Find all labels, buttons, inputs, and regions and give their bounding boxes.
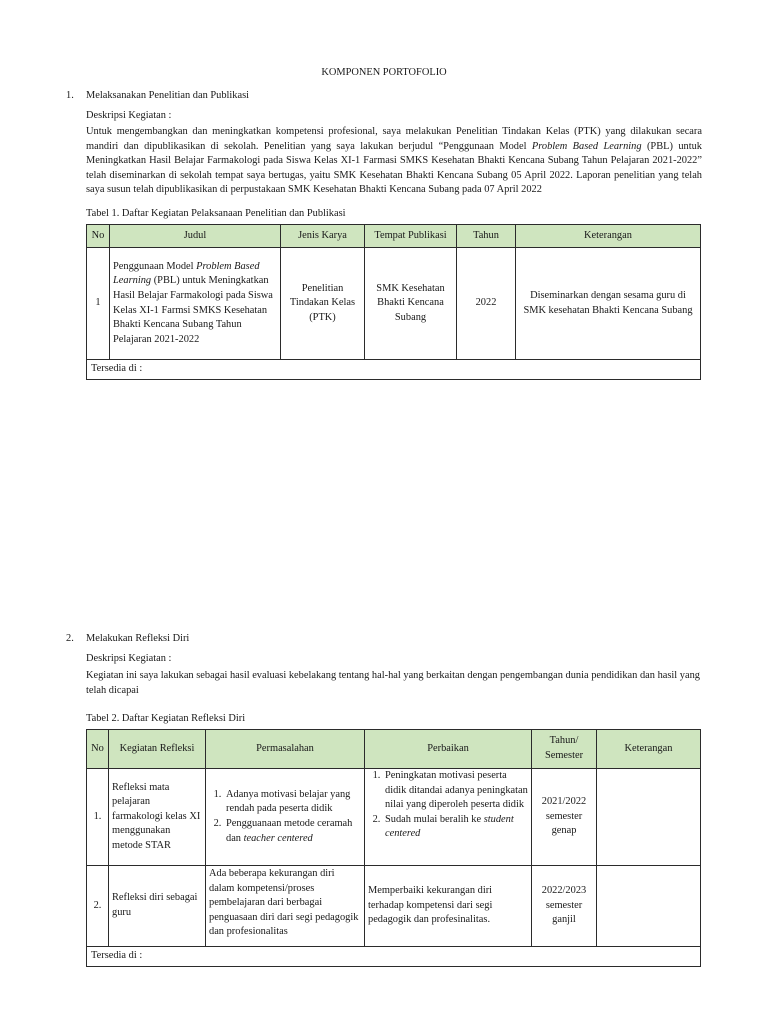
list-item: 1. Adanya motivasi belajar yang rendah pada peserta didik	[224, 788, 362, 817]
header-keterangan: Keterangan	[516, 225, 701, 248]
table-1-header-row	[87, 225, 701, 248]
section-2-title: Melakukan Refleksi Diri	[86, 633, 190, 644]
page-title: KOMPONEN PORTOFOLIO	[321, 67, 447, 78]
table-1-caption: Tabel 1. Daftar Kegiatan Pelaksanaan Penelitian dan Publikasi	[86, 208, 346, 219]
cell-permasalahan	[206, 769, 365, 866]
section-1-title: Melaksanakan Penelitian dan Publikasi	[86, 90, 250, 101]
list-item	[383, 813, 529, 842]
table-row	[87, 866, 701, 947]
section-2-paragraph: Kegiatan ini saya lakukan sebagai hasil evaluasi kebelakang tentang hal-hal yang berkaitan dengan pengembangan dunia pendidikan dan hasil yang telah dicapai	[86, 670, 700, 696]
header-permasalahan: Permasalahan	[206, 730, 365, 769]
section-2-description-label: Deskripsi Kegiatan :	[86, 653, 172, 664]
header-kegiatan-refleksi: Kegiatan Refleksi	[109, 730, 206, 769]
table-2-caption: Tabel 2. Daftar Kegiatan Refleksi Diri	[86, 713, 246, 724]
paragraph-text-1: Untuk mengembangkan dan meningkatkan kompetensi profesional, saya melakukan Penelitian Tindakan Kelas (PTK) yang dilakukan secara mandiri dan dipublikasikan di sekolah. Penelitian yang saya lakukan berjudul “Penggunaan Model	[86, 126, 702, 152]
cell-perbaikan	[365, 769, 532, 866]
header-no: No	[87, 730, 109, 769]
header-perbaikan: Perbaikan	[365, 730, 532, 769]
cell-kegiatan: Refleksi mata pelajaran farmakologi kelas XI menggunakan metode STAR	[109, 769, 206, 866]
table-row	[87, 248, 701, 360]
list-item-text: Sudah mulai beralih ke	[385, 813, 484, 825]
cell-perbaikan: Memperbaiki kekurangan diri terhadap kompetensi dari segi pedagogik dan profesinalitas.	[365, 866, 532, 947]
list-item-emphasis: teacher centered	[243, 832, 313, 844]
paragraph-emphasis: Problem Based Learning	[531, 140, 642, 152]
section-1-number: 1.	[66, 90, 74, 101]
header-tempat-publikasi: Tempat Publikasi	[365, 225, 457, 248]
header-no: No	[87, 225, 110, 248]
cell-permasalahan: Ada beberapa kekurangan diri dalam kompetensi/proses pembelajaran dari berbagai penguasaan diri dari segi pedagogik dan profesionalitas	[206, 866, 365, 947]
table-2-header-row	[87, 730, 701, 769]
table-2	[86, 729, 701, 967]
judul-emphasis: Problem Based Learning	[113, 260, 260, 287]
judul-text-1: Penggunaan Model	[113, 260, 197, 272]
section-1-description-label: Deskripsi Kegiatan :	[86, 110, 172, 121]
tersedia-di: Tersedia di :	[87, 947, 701, 967]
cell-no: 1	[87, 248, 110, 360]
cell-no: 2.	[87, 866, 109, 947]
section-1-paragraph	[86, 125, 702, 198]
header-tahun-semester: Tahun/ Semester	[532, 730, 597, 769]
permasalahan-list	[208, 788, 362, 846]
cell-kegiatan: Refleksi diri sebagai guru	[109, 866, 206, 947]
paragraph-text-2: (PBL) untuk Meningkatkan Hasil Belajar Farmakologi pada Siswa Kelas XI-1 Farmasi SMKS Kesehatan Bhakti Kencana Subang Tahun Pelajaran 2021-2022” telah diseminarkan di sekolah tempat saya bertugas, yaitu SMK Kesehatan Bhakti Kencana Subang 05 April 2022. Laporan penelitian yang telah saya susun telah dipublikasikan di perpustakaan SMK Kesehatan Bhakti Kencana Subang pada 07 April 2022	[86, 140, 703, 196]
cell-keterangan	[597, 866, 701, 947]
judul-text-2: (PBL) untuk Meningkatkan Hasil Belajar Farmakologi pada Siswa Kelas XI-1 Farmsi SMKS Kesehatan Bhakti Kencana Subang Tahun Pelajaran 2021-2022	[113, 275, 273, 345]
cell-tempat-publikasi: SMK Kesehatan Bhakti Kencana Subang	[365, 248, 457, 360]
cell-judul	[110, 248, 281, 360]
table-footer-row	[87, 947, 701, 967]
tersedia-di: Tersedia di :	[87, 360, 701, 380]
cell-jenis-karya: Penelitian Tindakan Kelas (PTK)	[281, 248, 365, 360]
cell-tahun-semester: 2021/2022 semester genap	[532, 769, 597, 866]
perbaikan-list	[367, 769, 529, 842]
section-1-heading	[66, 89, 249, 104]
list-item: 1. Peningkatan motivasi peserta didik ditandai adanya peningkatan nilai yang diperoleh peserta didik	[383, 769, 529, 813]
table-row	[87, 769, 701, 866]
table-1	[86, 224, 701, 380]
header-tahun: Tahun	[457, 225, 516, 248]
header-keterangan: Keterangan	[597, 730, 701, 769]
cell-tahun: 2022	[457, 248, 516, 360]
section-2-heading	[66, 632, 189, 647]
cell-keterangan: Diseminarkan dengan sesama guru di SMK kesehatan Bhakti Kencana Subang	[516, 248, 701, 360]
list-item	[224, 817, 362, 846]
list-item-emphasis: student centered	[385, 813, 514, 840]
header-jenis-karya: Jenis Karya	[281, 225, 365, 248]
cell-tahun-semester: 2022/2023 semester ganjil	[532, 866, 597, 947]
cell-no: 1.	[87, 769, 109, 866]
list-item-text: Pengguanaan metode ceramah dan	[226, 818, 353, 844]
section-2-number: 2.	[66, 633, 74, 644]
header-judul: Judul	[110, 225, 281, 248]
cell-keterangan	[597, 769, 701, 866]
table-footer-row	[87, 360, 701, 380]
